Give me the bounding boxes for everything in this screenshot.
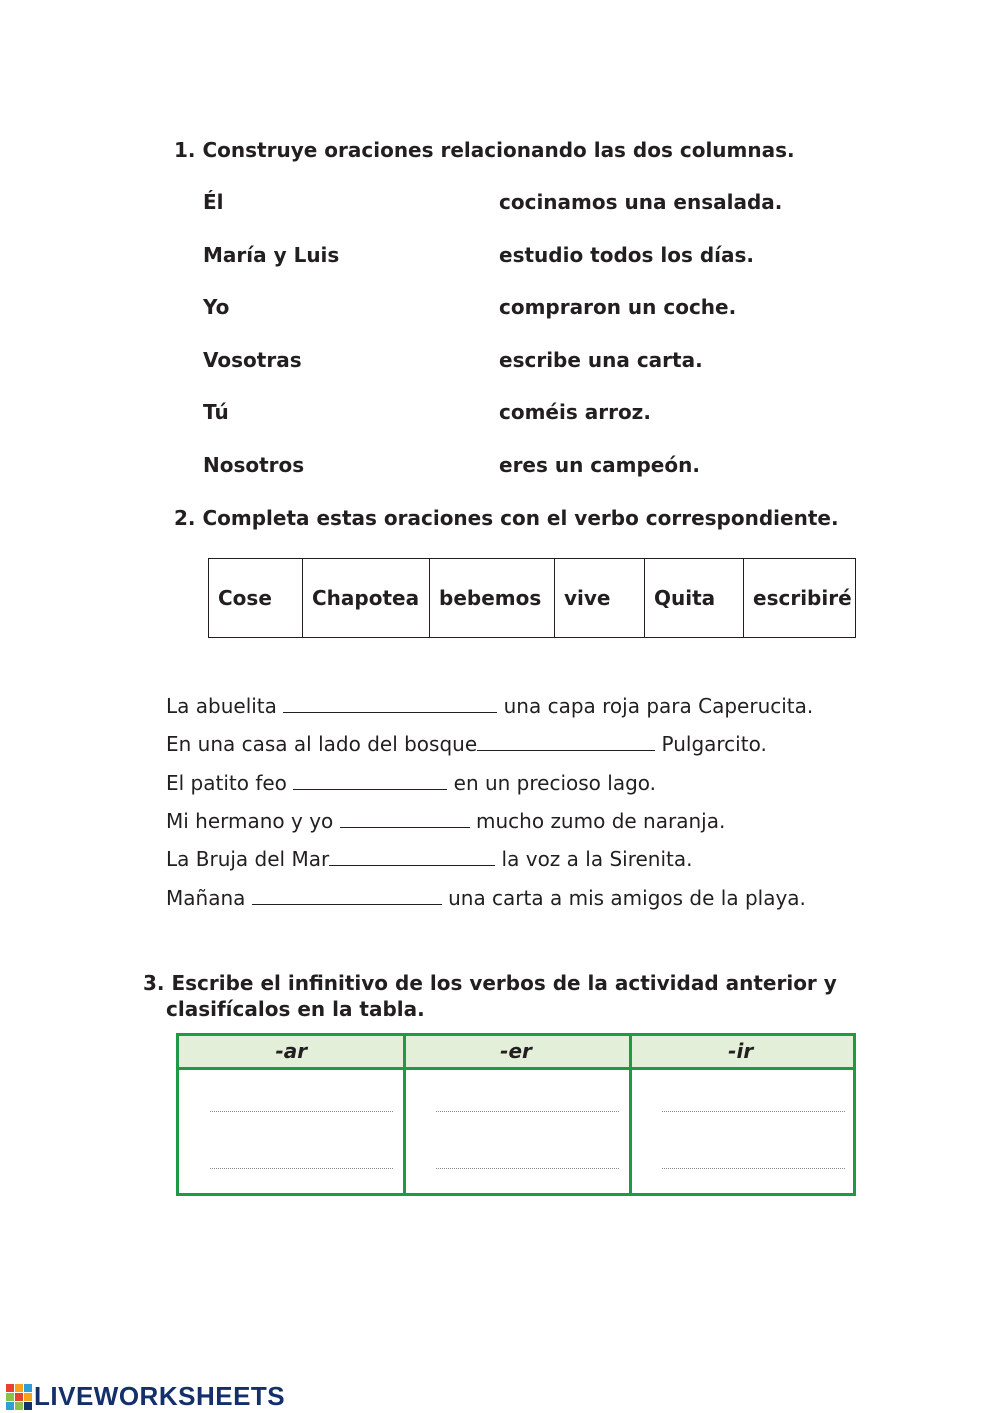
liveworksheets-logo [6, 1381, 285, 1412]
predicate-item: escribe una carta. [499, 348, 703, 372]
exercise-1-title: 1. Construye oraciones relacionando las dos columnas. [174, 138, 795, 162]
answer-line[interactable] [662, 1111, 845, 1112]
sentence-start: La Bruja del Mar [166, 847, 330, 871]
subject-item: Yo [203, 295, 230, 319]
verb-cell: Quita [645, 559, 744, 637]
answer-line[interactable] [210, 1168, 393, 1169]
subject-item: Tú [203, 400, 229, 424]
predicate-item: compraron un coche. [499, 295, 737, 319]
header-ir: -ir [728, 1039, 754, 1063]
fill-sentence [166, 886, 806, 910]
logo-text: LIVEWORKSHEETS [34, 1381, 286, 1411]
column-divider [629, 1036, 632, 1193]
exercise-2-title: 2. Completa estas oraciones con el verbo correspondiente. [174, 506, 839, 530]
sentence-start: En una casa al lado del bosque [166, 732, 478, 756]
subject-item: María y Luis [203, 243, 340, 267]
sentence-start: El patito feo [166, 771, 294, 795]
answer-blank[interactable] [329, 847, 495, 866]
answer-blank[interactable] [283, 694, 497, 713]
exercise-3-title-cont: clasifícalos en la tabla. [166, 997, 425, 1021]
fill-sentence [166, 847, 692, 871]
header-ar: -ar [275, 1039, 308, 1063]
predicate-item: estudio todos los días. [499, 243, 754, 267]
sentence-start: La abuelita [166, 694, 284, 718]
answer-blank[interactable] [252, 886, 442, 905]
verb-bank [208, 558, 856, 638]
fill-sentence [166, 732, 767, 756]
subject-item: Vosotras [203, 348, 302, 372]
sentence-end: mucho zumo de naranja. [469, 809, 726, 833]
sentence-end: una carta a mis amigos de la playa. [441, 886, 806, 910]
answer-blank[interactable] [293, 771, 447, 790]
fill-sentence [166, 809, 725, 833]
verb-cell: escribiré [753, 586, 852, 610]
answer-line[interactable] [662, 1168, 845, 1169]
sentence-start: Mi hermano y yo [166, 809, 340, 833]
sentence-start: Mañana [166, 886, 252, 910]
logo-blocks-icon [6, 1384, 32, 1410]
predicate-item: eres un campeón. [499, 453, 700, 477]
verb-cell: Chapotea [303, 559, 430, 637]
answer-blank[interactable] [340, 809, 470, 828]
fill-sentence [166, 694, 813, 718]
exercise-3-title: 3. Escribe el infinitivo de los verbos de la actividad anterior y [143, 971, 837, 995]
fill-sentence [166, 771, 656, 795]
sentence-end: en un precioso lago. [447, 771, 657, 795]
sentence-end: la voz a la Sirenita. [495, 847, 693, 871]
subject-item: Él [203, 190, 224, 214]
column-divider [403, 1036, 406, 1193]
answer-line[interactable] [210, 1111, 393, 1112]
table-header-row [179, 1036, 853, 1070]
header-er: -er [500, 1039, 532, 1063]
answer-line[interactable] [436, 1111, 619, 1112]
verb-cell: vive [555, 559, 645, 637]
subject-item: Nosotros [203, 453, 305, 477]
classification-table [176, 1033, 856, 1196]
verb-cell: bebemos [430, 559, 555, 637]
predicate-item: cocinamos una ensalada. [499, 190, 783, 214]
answer-line[interactable] [436, 1168, 619, 1169]
answer-blank[interactable] [477, 732, 655, 751]
verb-cell: Cose [209, 559, 303, 637]
sentence-end: Pulgarcito. [655, 732, 767, 756]
sentence-end: una capa roja para Caperucita. [497, 694, 814, 718]
predicate-item: coméis arroz. [499, 400, 651, 424]
